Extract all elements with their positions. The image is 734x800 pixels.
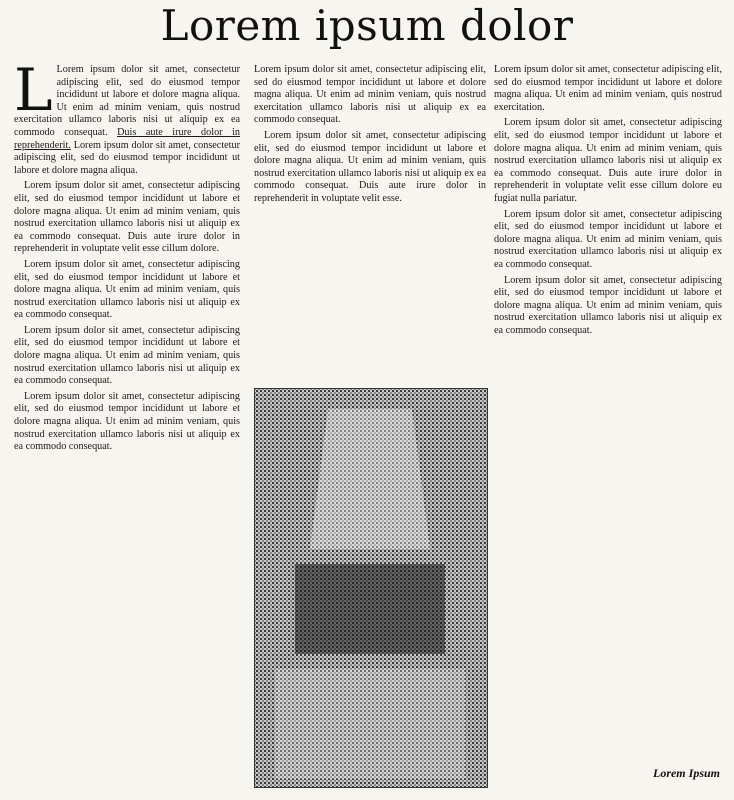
paragraph-10: Lorem ipsum dolor sit amet, consectetur adipiscing elit, sed do eiusmod tempor incididunt ut labore et dolore magna aliqua. Ut enim ad minim veniam, quis nostrud exercitation ullamco laboris nisi ut aliquip ex ea commodo consequat. (494, 208, 722, 270)
paragraph-1 (14, 64, 240, 177)
paragraph-5: Lorem ipsum dolor sit amet, consectetur adipiscing elit, sed do eiusmod tempor incididunt ut labore et dolore magna aliqua. Ut enim ad minim veniam, quis nostrud exercitation ullamco laboris nisi ut aliquip ex ea commodo consequat. (14, 390, 240, 453)
paragraph-9: Lorem ipsum dolor sit amet, consectetur adipiscing elit, sed do eiusmod tempor incididunt ut labore et dolore magna aliqua. Ut enim ad minim veniam, quis nostrud exercitation ullamco laboris nisi ut aliquip ex ea commodo consequat. Duis aute irure dolor in reprehenderit in voluptate velit esse cillum dolore eu fugiat nulla pariatur. (494, 117, 722, 204)
author-byline: Lorem Ipsum (652, 766, 720, 780)
photo-base-area (275, 669, 465, 779)
paragraph-1-highlight: Duis aute irure dolor in reprehenderit. (14, 126, 240, 151)
paragraph-2: Lorem ipsum dolor sit amet, consectetur adipiscing elit, sed do eiusmod tempor incididunt ut labore et dolore magna aliqua. Ut enim ad minim veniam, quis nostrud exercitation ullamco laboris nisi ut aliquip ex ea commodo consequat. Duis aute irure dolor in reprehenderit in voluptate velit esse cillum dolore. (14, 180, 240, 255)
paragraph-1-end: Lorem ipsum dolor sit amet, consectetur adipiscing elit, sed do eiusmod tempor incididunt ut labore et dolore magna aliqua. (14, 139, 240, 176)
photo-highlight-area (310, 409, 430, 549)
paragraph-4: Lorem ipsum dolor sit amet, consectetur adipiscing elit, sed do eiusmod tempor incididunt ut labore et dolore magna aliqua. Ut enim ad minim veniam, quis nostrud exercitation ullamco laboris nisi ut aliquip ex ea commodo consequat. (14, 324, 240, 387)
headline: Lorem ipsum dolor (160, 1, 574, 50)
photo-shadow-area (295, 564, 445, 654)
paragraph-3: Lorem ipsum dolor sit amet, consectetur adipiscing elit, sed do eiusmod tempor incididunt ut labore et dolore magna aliqua. Ut enim ad minim veniam, quis nostrud exercitation ullamco laboris nisi ut aliquip ex ea commodo consequat. (14, 258, 240, 321)
paragraph-6: Lorem ipsum dolor sit amet, consectetur adipiscing elit, sed do eiusmod tempor incididunt ut labore et dolore magna aliqua. Ut enim ad minim veniam, quis nostrud exercitation ullamco laboris nisi ut aliquip ex ea commodo consequat. (254, 64, 486, 126)
paragraph-7: Lorem ipsum dolor sit amet, consectetur adipiscing elit, sed do eiusmod tempor incididunt ut labore et dolore magna aliqua. Ut enim ad minim veniam, quis nostrud exercitation ullamco laboris nisi ut aliquip ex ea commodo consequat. Duis aute irure dolor in reprehenderit in voluptate velit esse. (254, 129, 486, 204)
paragraph-8: Lorem ipsum dolor sit amet, consectetur adipiscing elit, sed do eiusmod tempor incididunt ut labore et dolore magna aliqua. Ut enim ad minim veniam, quis nostrud exercitation. (494, 64, 722, 113)
article-column-3 (494, 64, 722, 754)
article-column-1 (14, 64, 240, 786)
article-column-2 (254, 64, 486, 384)
drop-cap: L (14, 64, 53, 124)
paragraph-11: Lorem ipsum dolor sit amet, consectetur adipiscing elit, sed do eiusmod tempor incididunt ut labore et dolore magna aliqua. Ut enim ad minim veniam, quis nostrud exercitation ullamco laboris nisi ut aliquip ex ea commodo consequat. (494, 274, 722, 336)
paragraph-1-text: Lorem ipsum dolor sit amet, consectetur adipiscing elit, sed do eiusmod tempor incididunt ut labore et dolore magna aliqua. Ut enim ad minim veniam, quis nostrud exercitation ullamco laboris nisi ut aliquip ex ea commodo consequat. (14, 64, 240, 138)
article-photo (254, 388, 488, 788)
